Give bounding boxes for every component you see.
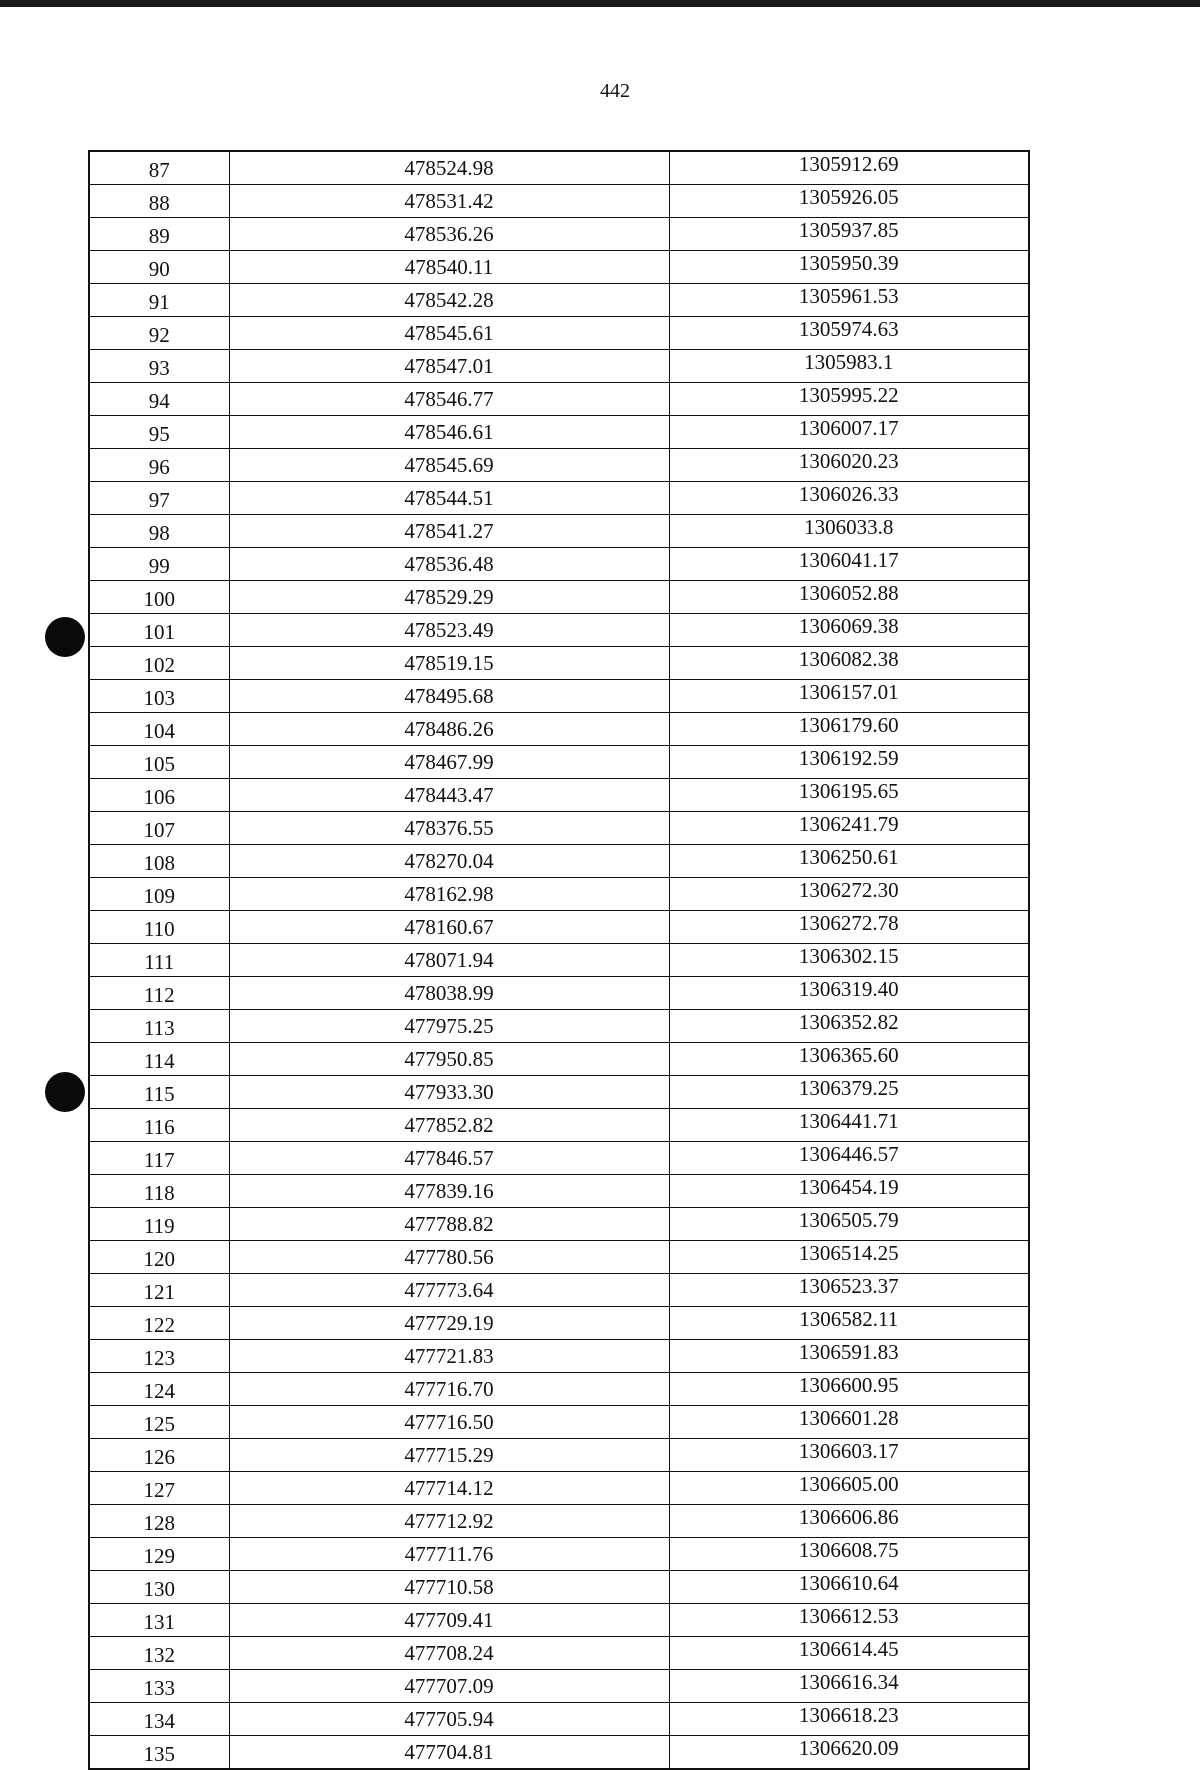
y-coordinate-cell: 1306608.75 (669, 1538, 1029, 1571)
point-number-cell: 99 (89, 548, 229, 581)
table-row (89, 1175, 1029, 1208)
x-coordinate-cell: 477705.94 (229, 1703, 669, 1736)
point-number-cell: 127 (89, 1472, 229, 1505)
y-coordinate-cell: 1305983.1 (669, 350, 1029, 383)
x-coordinate-cell: 478038.99 (229, 977, 669, 1010)
y-coordinate-cell: 1306250.61 (669, 845, 1029, 878)
y-coordinate-cell: 1306505.79 (669, 1208, 1029, 1241)
y-coordinate-cell: 1306591.83 (669, 1340, 1029, 1373)
x-coordinate-cell: 477707.09 (229, 1670, 669, 1703)
point-number-cell: 129 (89, 1538, 229, 1571)
x-coordinate-cell: 478536.26 (229, 218, 669, 251)
x-coordinate-cell: 478519.15 (229, 647, 669, 680)
page-number: 442 (600, 80, 630, 102)
x-coordinate-cell: 478545.69 (229, 449, 669, 482)
point-number-cell: 135 (89, 1736, 229, 1770)
table-row (89, 977, 1029, 1010)
table-row (89, 416, 1029, 449)
x-coordinate-cell: 478547.01 (229, 350, 669, 383)
y-coordinate-cell: 1305926.05 (669, 185, 1029, 218)
point-number-cell: 116 (89, 1109, 229, 1142)
table-row (89, 1109, 1029, 1142)
x-coordinate-cell: 478536.48 (229, 548, 669, 581)
y-coordinate-cell: 1306446.57 (669, 1142, 1029, 1175)
x-coordinate-cell: 477716.50 (229, 1406, 669, 1439)
table-row (89, 581, 1029, 614)
point-number-cell: 104 (89, 713, 229, 746)
point-number-cell: 110 (89, 911, 229, 944)
x-coordinate-cell: 478524.98 (229, 151, 669, 185)
table-row (89, 1340, 1029, 1373)
point-number-cell: 103 (89, 680, 229, 713)
point-number-cell: 122 (89, 1307, 229, 1340)
y-coordinate-cell: 1305974.63 (669, 317, 1029, 350)
x-coordinate-cell: 477710.58 (229, 1571, 669, 1604)
x-coordinate-cell: 478544.51 (229, 482, 669, 515)
y-coordinate-cell: 1306582.11 (669, 1307, 1029, 1340)
x-coordinate-cell: 478529.29 (229, 581, 669, 614)
scan-top-edge (0, 0, 1200, 7)
y-coordinate-cell: 1306620.09 (669, 1736, 1029, 1770)
y-coordinate-cell: 1306302.15 (669, 944, 1029, 977)
x-coordinate-cell: 478467.99 (229, 746, 669, 779)
x-coordinate-cell: 477714.12 (229, 1472, 669, 1505)
y-coordinate-cell: 1306041.17 (669, 548, 1029, 581)
x-coordinate-cell: 477729.19 (229, 1307, 669, 1340)
coordinate-table-body (89, 151, 1029, 1769)
x-coordinate-cell: 477780.56 (229, 1241, 669, 1274)
point-number-cell: 134 (89, 1703, 229, 1736)
x-coordinate-cell: 478523.49 (229, 614, 669, 647)
point-number-cell: 125 (89, 1406, 229, 1439)
table-row (89, 1142, 1029, 1175)
table-row (89, 647, 1029, 680)
table-row (89, 680, 1029, 713)
point-number-cell: 115 (89, 1076, 229, 1109)
point-number-cell: 130 (89, 1571, 229, 1604)
point-number-cell: 119 (89, 1208, 229, 1241)
table-row (89, 185, 1029, 218)
x-coordinate-cell: 478531.42 (229, 185, 669, 218)
y-coordinate-cell: 1306241.79 (669, 812, 1029, 845)
point-number-cell: 109 (89, 878, 229, 911)
point-number-cell: 105 (89, 746, 229, 779)
x-coordinate-cell: 478071.94 (229, 944, 669, 977)
punch-hole-lower (45, 1072, 85, 1112)
x-coordinate-cell: 478162.98 (229, 878, 669, 911)
table-row (89, 1439, 1029, 1472)
table-row (89, 1307, 1029, 1340)
table-row (89, 812, 1029, 845)
x-coordinate-cell: 477709.41 (229, 1604, 669, 1637)
x-coordinate-cell: 478546.61 (229, 416, 669, 449)
table-row (89, 1406, 1029, 1439)
x-coordinate-cell: 477773.64 (229, 1274, 669, 1307)
x-coordinate-cell: 477846.57 (229, 1142, 669, 1175)
table-row (89, 1670, 1029, 1703)
point-number-cell: 126 (89, 1439, 229, 1472)
table-row (89, 1208, 1029, 1241)
y-coordinate-cell: 1306600.95 (669, 1373, 1029, 1406)
x-coordinate-cell: 477712.92 (229, 1505, 669, 1538)
y-coordinate-cell: 1306195.65 (669, 779, 1029, 812)
point-number-cell: 114 (89, 1043, 229, 1076)
x-coordinate-cell: 478495.68 (229, 680, 669, 713)
point-number-cell: 93 (89, 350, 229, 383)
point-number-cell: 89 (89, 218, 229, 251)
table-row (89, 1010, 1029, 1043)
x-coordinate-cell: 477852.82 (229, 1109, 669, 1142)
y-coordinate-cell: 1305950.39 (669, 251, 1029, 284)
table-row (89, 614, 1029, 647)
y-coordinate-cell: 1305912.69 (669, 151, 1029, 185)
y-coordinate-cell: 1306020.23 (669, 449, 1029, 482)
y-coordinate-cell: 1306523.37 (669, 1274, 1029, 1307)
y-coordinate-cell: 1306441.71 (669, 1109, 1029, 1142)
y-coordinate-cell: 1305937.85 (669, 218, 1029, 251)
y-coordinate-cell: 1306605.00 (669, 1472, 1029, 1505)
x-coordinate-cell: 477711.76 (229, 1538, 669, 1571)
point-number-cell: 100 (89, 581, 229, 614)
table-row (89, 218, 1029, 251)
y-coordinate-cell: 1306157.01 (669, 680, 1029, 713)
x-coordinate-cell: 477933.30 (229, 1076, 669, 1109)
table-row (89, 1505, 1029, 1538)
table-row (89, 1043, 1029, 1076)
y-coordinate-cell: 1306052.88 (669, 581, 1029, 614)
table-row (89, 317, 1029, 350)
x-coordinate-cell: 477788.82 (229, 1208, 669, 1241)
point-number-cell: 123 (89, 1340, 229, 1373)
table-row (89, 151, 1029, 185)
table-row (89, 1604, 1029, 1637)
y-coordinate-cell: 1306616.34 (669, 1670, 1029, 1703)
x-coordinate-cell: 477721.83 (229, 1340, 669, 1373)
table-row (89, 1703, 1029, 1736)
table-row (89, 779, 1029, 812)
x-coordinate-cell: 478376.55 (229, 812, 669, 845)
point-number-cell: 112 (89, 977, 229, 1010)
point-number-cell: 118 (89, 1175, 229, 1208)
point-number-cell: 96 (89, 449, 229, 482)
table-row (89, 251, 1029, 284)
y-coordinate-cell: 1306365.60 (669, 1043, 1029, 1076)
table-row (89, 713, 1029, 746)
point-number-cell: 124 (89, 1373, 229, 1406)
table-row (89, 1373, 1029, 1406)
point-number-cell: 133 (89, 1670, 229, 1703)
y-coordinate-cell: 1306454.19 (669, 1175, 1029, 1208)
point-number-cell: 117 (89, 1142, 229, 1175)
point-number-cell: 120 (89, 1241, 229, 1274)
point-number-cell: 106 (89, 779, 229, 812)
x-coordinate-cell: 478486.26 (229, 713, 669, 746)
point-number-cell: 92 (89, 317, 229, 350)
y-coordinate-cell: 1306601.28 (669, 1406, 1029, 1439)
point-number-cell: 95 (89, 416, 229, 449)
point-number-cell: 107 (89, 812, 229, 845)
punch-hole-upper (45, 617, 85, 657)
table-row (89, 1274, 1029, 1307)
table-row (89, 845, 1029, 878)
table-row (89, 1571, 1029, 1604)
point-number-cell: 132 (89, 1637, 229, 1670)
y-coordinate-cell: 1306179.60 (669, 713, 1029, 746)
point-number-cell: 102 (89, 647, 229, 680)
x-coordinate-cell: 477715.29 (229, 1439, 669, 1472)
x-coordinate-cell: 478542.28 (229, 284, 669, 317)
point-number-cell: 94 (89, 383, 229, 416)
y-coordinate-cell: 1306319.40 (669, 977, 1029, 1010)
y-coordinate-cell: 1306614.45 (669, 1637, 1029, 1670)
x-coordinate-cell: 477839.16 (229, 1175, 669, 1208)
table-row (89, 1637, 1029, 1670)
y-coordinate-cell: 1306082.38 (669, 647, 1029, 680)
point-number-cell: 131 (89, 1604, 229, 1637)
point-number-cell: 98 (89, 515, 229, 548)
point-number-cell: 108 (89, 845, 229, 878)
table-row (89, 548, 1029, 581)
x-coordinate-cell: 477708.24 (229, 1637, 669, 1670)
point-number-cell: 97 (89, 482, 229, 515)
table-row (89, 449, 1029, 482)
x-coordinate-cell: 478160.67 (229, 911, 669, 944)
table-row (89, 1538, 1029, 1571)
coordinate-table (88, 150, 1030, 1770)
y-coordinate-cell: 1306026.33 (669, 482, 1029, 515)
table-row (89, 1076, 1029, 1109)
table-row (89, 746, 1029, 779)
x-coordinate-cell: 478541.27 (229, 515, 669, 548)
table-row (89, 911, 1029, 944)
point-number-cell: 90 (89, 251, 229, 284)
table-row (89, 284, 1029, 317)
x-coordinate-cell: 477950.85 (229, 1043, 669, 1076)
y-coordinate-cell: 1306007.17 (669, 416, 1029, 449)
y-coordinate-cell: 1306603.17 (669, 1439, 1029, 1472)
y-coordinate-cell: 1306069.38 (669, 614, 1029, 647)
table-row (89, 383, 1029, 416)
x-coordinate-cell: 477716.70 (229, 1373, 669, 1406)
y-coordinate-cell: 1306606.86 (669, 1505, 1029, 1538)
y-coordinate-cell: 1306379.25 (669, 1076, 1029, 1109)
y-coordinate-cell: 1306610.64 (669, 1571, 1029, 1604)
point-number-cell: 121 (89, 1274, 229, 1307)
table-row (89, 944, 1029, 977)
x-coordinate-cell: 478270.04 (229, 845, 669, 878)
y-coordinate-cell: 1306272.30 (669, 878, 1029, 911)
x-coordinate-cell: 478540.11 (229, 251, 669, 284)
y-coordinate-cell: 1306352.82 (669, 1010, 1029, 1043)
y-coordinate-cell: 1306612.53 (669, 1604, 1029, 1637)
point-number-cell: 101 (89, 614, 229, 647)
x-coordinate-cell: 477704.81 (229, 1736, 669, 1770)
y-coordinate-cell: 1306272.78 (669, 911, 1029, 944)
table-row (89, 1472, 1029, 1505)
table-row (89, 1241, 1029, 1274)
table-row (89, 878, 1029, 911)
point-number-cell: 87 (89, 151, 229, 185)
x-coordinate-cell: 478443.47 (229, 779, 669, 812)
point-number-cell: 113 (89, 1010, 229, 1043)
table-row (89, 482, 1029, 515)
point-number-cell: 88 (89, 185, 229, 218)
table-row (89, 1736, 1029, 1770)
y-coordinate-cell: 1306192.59 (669, 746, 1029, 779)
y-coordinate-cell: 1306618.23 (669, 1703, 1029, 1736)
x-coordinate-cell: 478546.77 (229, 383, 669, 416)
y-coordinate-cell: 1306033.8 (669, 515, 1029, 548)
x-coordinate-cell: 477975.25 (229, 1010, 669, 1043)
point-number-cell: 128 (89, 1505, 229, 1538)
y-coordinate-cell: 1306514.25 (669, 1241, 1029, 1274)
y-coordinate-cell: 1305961.53 (669, 284, 1029, 317)
x-coordinate-cell: 478545.61 (229, 317, 669, 350)
table-row (89, 515, 1029, 548)
table-row (89, 350, 1029, 383)
point-number-cell: 111 (89, 944, 229, 977)
y-coordinate-cell: 1305995.22 (669, 383, 1029, 416)
point-number-cell: 91 (89, 284, 229, 317)
